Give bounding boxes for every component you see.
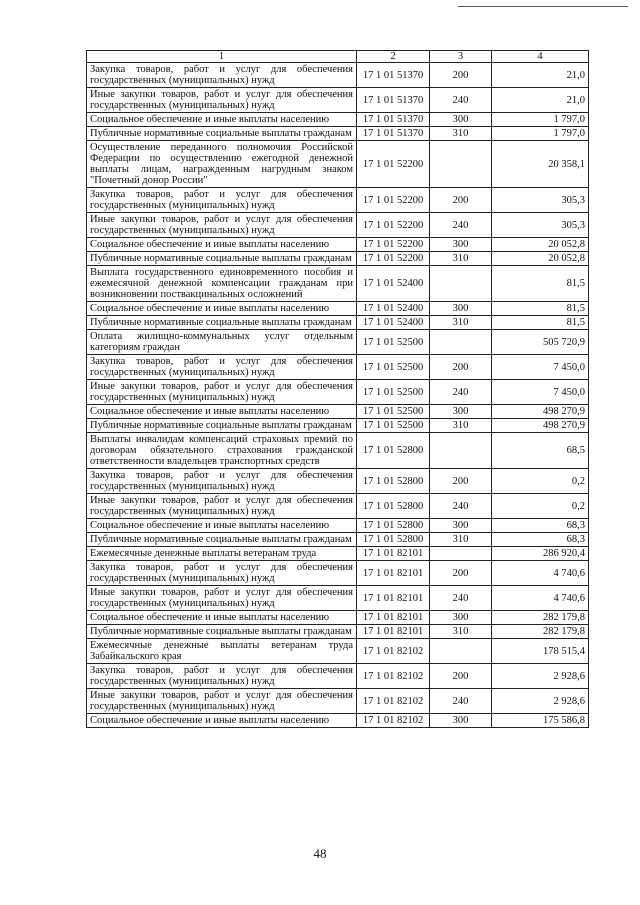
row-name: Выплаты инвалидам компенсаций страховых премий по договорам обязательного страхования гражданской ответственности владельцев транспортных средств — [87, 433, 357, 469]
row-name: Закупка товаров, работ и услуг для обеспечения государственных (муниципальных) нужд — [87, 355, 357, 380]
row-expense-type: 240 — [430, 213, 492, 238]
row-name: Публичные нормативные социальные выплаты гражданам — [87, 252, 357, 266]
row-amount: 305,3 — [492, 213, 589, 238]
table-row — [87, 88, 589, 113]
budget-table — [86, 50, 589, 728]
row-expense-type: 240 — [430, 586, 492, 611]
row-amount: 498 270,9 — [492, 405, 589, 419]
table-row — [87, 419, 589, 433]
row-expense-type — [430, 266, 492, 302]
row-expense-type — [430, 330, 492, 355]
row-amount: 2 928,6 — [492, 689, 589, 714]
row-expense-type: 200 — [430, 63, 492, 88]
row-amount: 505 720,9 — [492, 330, 589, 355]
row-name: Иные закупки товаров, работ и услуг для обеспечения государственных (муниципальных) нужд — [87, 88, 357, 113]
row-expense-type: 200 — [430, 561, 492, 586]
table-body — [87, 63, 589, 728]
row-code: 17 1 01 52400 — [357, 302, 430, 316]
row-expense-type: 300 — [430, 519, 492, 533]
row-name: Ежемесячные денежные выплаты ветеранам труда — [87, 547, 357, 561]
row-name: Социальное обеспечение и иные выплаты населению — [87, 113, 357, 127]
table-row — [87, 302, 589, 316]
row-expense-type: 240 — [430, 88, 492, 113]
row-code: 17 1 01 82101 — [357, 547, 430, 561]
row-amount: 20 052,8 — [492, 238, 589, 252]
row-expense-type — [430, 547, 492, 561]
row-code: 17 1 01 52200 — [357, 238, 430, 252]
table-row — [87, 519, 589, 533]
row-amount: 4 740,6 — [492, 586, 589, 611]
row-name: Закупка товаров, работ и услуг для обеспечения государственных (муниципальных) нужд — [87, 188, 357, 213]
table-row — [87, 113, 589, 127]
row-name: Закупка товаров, работ и услуг для обеспечения государственных (муниципальных) нужд — [87, 561, 357, 586]
row-amount: 498 270,9 — [492, 419, 589, 433]
row-expense-type: 300 — [430, 714, 492, 728]
row-code: 17 1 01 52200 — [357, 213, 430, 238]
row-amount: 0,2 — [492, 494, 589, 519]
table-row — [87, 213, 589, 238]
row-expense-type: 200 — [430, 469, 492, 494]
row-code: 17 1 01 82102 — [357, 689, 430, 714]
row-name: Публичные нормативные социальные выплаты гражданам — [87, 419, 357, 433]
table-row — [87, 433, 589, 469]
row-name: Закупка товаров, работ и услуг для обеспечения государственных (муниципальных) нужд — [87, 63, 357, 88]
row-expense-type: 310 — [430, 316, 492, 330]
row-amount: 175 586,8 — [492, 714, 589, 728]
row-amount: 68,5 — [492, 433, 589, 469]
row-expense-type: 310 — [430, 419, 492, 433]
row-code: 17 1 01 82101 — [357, 586, 430, 611]
row-name: Социальное обеспечение и иные выплаты населению — [87, 238, 357, 252]
row-name: Иные закупки товаров, работ и услуг для обеспечения государственных (муниципальных) нужд — [87, 494, 357, 519]
row-expense-type: 300 — [430, 238, 492, 252]
row-code: 17 1 01 52200 — [357, 252, 430, 266]
table-row — [87, 533, 589, 547]
row-code: 17 1 01 51370 — [357, 88, 430, 113]
row-name: Публичные нормативные социальные выплаты гражданам — [87, 533, 357, 547]
row-expense-type: 300 — [430, 302, 492, 316]
row-name: Иные закупки товаров, работ и услуг для обеспечения государственных (муниципальных) нужд — [87, 586, 357, 611]
row-name: Закупка товаров, работ и услуг для обеспечения государственных (муниципальных) нужд — [87, 469, 357, 494]
table-row — [87, 266, 589, 302]
row-code: 17 1 01 52800 — [357, 494, 430, 519]
row-code: 17 1 01 82101 — [357, 625, 430, 639]
page-number: 48 — [313, 846, 327, 861]
table-row — [87, 316, 589, 330]
row-expense-type: 240 — [430, 689, 492, 714]
row-expense-type: 300 — [430, 611, 492, 625]
row-expense-type: 310 — [430, 625, 492, 639]
row-code: 17 1 01 51370 — [357, 127, 430, 141]
row-code: 17 1 01 82102 — [357, 714, 430, 728]
row-amount: 1 797,0 — [492, 127, 589, 141]
header-row — [87, 51, 589, 63]
row-code: 17 1 01 82102 — [357, 664, 430, 689]
row-expense-type: 310 — [430, 127, 492, 141]
table-row — [87, 561, 589, 586]
table-row — [87, 252, 589, 266]
row-amount: 2 928,6 — [492, 664, 589, 689]
row-code: 17 1 01 52500 — [357, 405, 430, 419]
table-row — [87, 238, 589, 252]
row-code: 17 1 01 82102 — [357, 639, 430, 664]
table-header — [87, 51, 589, 63]
table-row — [87, 188, 589, 213]
row-name: Публичные нормативные социальные выплаты гражданам — [87, 316, 357, 330]
table-row — [87, 494, 589, 519]
table-row — [87, 625, 589, 639]
row-code: 17 1 01 52200 — [357, 141, 430, 188]
table-row — [87, 127, 589, 141]
row-name: Закупка товаров, работ и услуг для обеспечения государственных (муниципальных) нужд — [87, 664, 357, 689]
table-row — [87, 405, 589, 419]
row-name: Социальное обеспечение и иные выплаты населению — [87, 405, 357, 419]
row-amount: 7 450,0 — [492, 380, 589, 405]
row-amount: 68,3 — [492, 519, 589, 533]
row-amount: 20 052,8 — [492, 252, 589, 266]
row-code: 17 1 01 52200 — [357, 188, 430, 213]
row-code: 17 1 01 82101 — [357, 611, 430, 625]
row-name: Социальное обеспечение и иные выплаты населению — [87, 611, 357, 625]
row-amount: 81,5 — [492, 316, 589, 330]
row-code: 17 1 01 52400 — [357, 266, 430, 302]
row-name: Осуществление переданного полномочия Российской Федерации по осуществлению ежегодной денежной выплаты лицам, награжденным нагрудным знаком "Почетный донор России" — [87, 141, 357, 188]
row-expense-type: 200 — [430, 355, 492, 380]
row-code: 17 1 01 52800 — [357, 533, 430, 547]
table-row — [87, 380, 589, 405]
table-row — [87, 689, 589, 714]
row-code: 17 1 01 52800 — [357, 519, 430, 533]
row-expense-type — [430, 141, 492, 188]
row-amount: 68,3 — [492, 533, 589, 547]
table-row — [87, 639, 589, 664]
row-expense-type: 310 — [430, 533, 492, 547]
row-expense-type: 240 — [430, 494, 492, 519]
row-code: 17 1 01 51370 — [357, 113, 430, 127]
row-amount: 178 515,4 — [492, 639, 589, 664]
row-name: Выплата государственного единовременного пособия и ежемесячной денежной компенсации гражданам при возникновении поствакцинальных осложнений — [87, 266, 357, 302]
header-col-3: 3 — [430, 51, 492, 63]
row-amount: 81,5 — [492, 302, 589, 316]
row-amount: 21,0 — [492, 63, 589, 88]
row-expense-type — [430, 433, 492, 469]
table-row — [87, 141, 589, 188]
row-expense-type: 300 — [430, 113, 492, 127]
row-amount: 282 179,8 — [492, 611, 589, 625]
row-code: 17 1 01 52500 — [357, 355, 430, 380]
row-name: Публичные нормативные социальные выплаты гражданам — [87, 127, 357, 141]
row-name: Иные закупки товаров, работ и услуг для обеспечения государственных (муниципальных) нужд — [87, 689, 357, 714]
row-code: 17 1 01 52500 — [357, 330, 430, 355]
table-row — [87, 469, 589, 494]
top-rule — [458, 6, 628, 7]
row-code: 17 1 01 52800 — [357, 469, 430, 494]
row-code: 17 1 01 52800 — [357, 433, 430, 469]
row-name: Иные закупки товаров, работ и услуг для обеспечения государственных (муниципальных) нужд — [87, 380, 357, 405]
row-name: Социальное обеспечение и иные выплаты населению — [87, 302, 357, 316]
row-expense-type: 200 — [430, 664, 492, 689]
table-row — [87, 664, 589, 689]
row-code: 17 1 01 82101 — [357, 561, 430, 586]
row-amount: 81,5 — [492, 266, 589, 302]
row-amount: 286 920,4 — [492, 547, 589, 561]
row-name: Публичные нормативные социальные выплаты гражданам — [87, 625, 357, 639]
row-amount: 7 450,0 — [492, 355, 589, 380]
row-expense-type: 200 — [430, 188, 492, 213]
table-row — [87, 330, 589, 355]
table-row — [87, 611, 589, 625]
header-col-2: 2 — [357, 51, 430, 63]
table-row — [87, 355, 589, 380]
row-name: Иные закупки товаров, работ и услуг для обеспечения государственных (муниципальных) нужд — [87, 213, 357, 238]
table-row — [87, 547, 589, 561]
row-amount: 4 740,6 — [492, 561, 589, 586]
row-code: 17 1 01 52500 — [357, 380, 430, 405]
row-amount: 282 179,8 — [492, 625, 589, 639]
row-name: Социальное обеспечение и иные выплаты населению — [87, 714, 357, 728]
row-name: Социальное обеспечение и иные выплаты населению — [87, 519, 357, 533]
header-col-4: 4 — [492, 51, 589, 63]
header-col-1: 1 — [87, 51, 357, 63]
row-code: 17 1 01 52400 — [357, 316, 430, 330]
table-row — [87, 714, 589, 728]
row-expense-type: 240 — [430, 380, 492, 405]
table-row — [87, 63, 589, 88]
row-amount: 21,0 — [492, 88, 589, 113]
row-amount: 305,3 — [492, 188, 589, 213]
row-amount: 1 797,0 — [492, 113, 589, 127]
row-code: 17 1 01 52500 — [357, 419, 430, 433]
row-amount: 0,2 — [492, 469, 589, 494]
row-code: 17 1 01 51370 — [357, 63, 430, 88]
row-name: Ежемесячные денежные выплаты ветеранам труда Забайкальского края — [87, 639, 357, 664]
row-expense-type — [430, 639, 492, 664]
row-amount: 20 358,1 — [492, 141, 589, 188]
table-row — [87, 586, 589, 611]
row-name: Оплата жилищно-коммунальных услуг отдельным категориям граждан — [87, 330, 357, 355]
row-expense-type: 310 — [430, 252, 492, 266]
row-expense-type: 300 — [430, 405, 492, 419]
